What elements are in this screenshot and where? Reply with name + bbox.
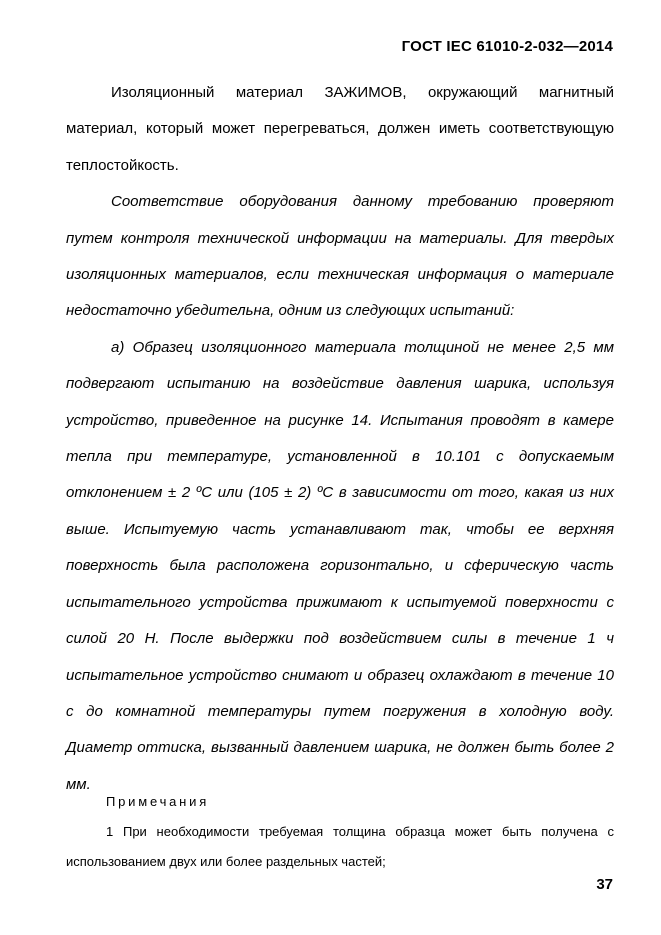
paragraph-compliance-check: Соответствие оборудования данному требованию проверяют путем контроля технической информации на материалы. Для твердых изоляционных материалов, если техническая информация о материале недостаточно убедительна, одним из следующих испытаний: [66,193,614,320]
paragraph-ball-pressure-test: а) Образец изоляционного материала толщиной не менее 2,5 мм подвергают испытанию на воздействие давления шарика, используя устройство, приведенное на рисунке 14. Испытания проводят в камере тепла при температуре, установленной в 10.101 с допускаемым отклонением ± 2 ºС или (105 ± 2) ºС в зависимости от того, какая из них выше. Испытуемую часть устанавливают так, чтобы ее верхняя поверхность была расположена горизонтально, и сферическую часть испытательного устройства прижимают к испытуемой поверхности с силой 20 Н. После выдержки под воздействием силы в течение 1 ч испытательное устройство снимают и образец охлаждают в течение 10 с до комнатной температуры путем погружения в холодную воду. Диаметр оттиска, вызванный давлением шарика, не должен быть более 2 мм. [66,338,614,793]
notes-section [66,787,614,877]
note-item: 1 При необходимости требуемая толщина образца может быть получена с использованием двух или более раздельных частей; [66,824,614,869]
notes-title: Примечания [106,794,210,809]
document-header: ГОСТ IEC 61010-2-032—2014 [401,38,613,55]
page-number: 37 [596,876,613,893]
document-body [66,75,614,803]
paragraph-insulation-requirement: Изоляционный материал ЗАЖИМОВ, окружающий магнитный материал, который может перегреваться, должен иметь соответствующую теплостойкость. [66,84,614,174]
